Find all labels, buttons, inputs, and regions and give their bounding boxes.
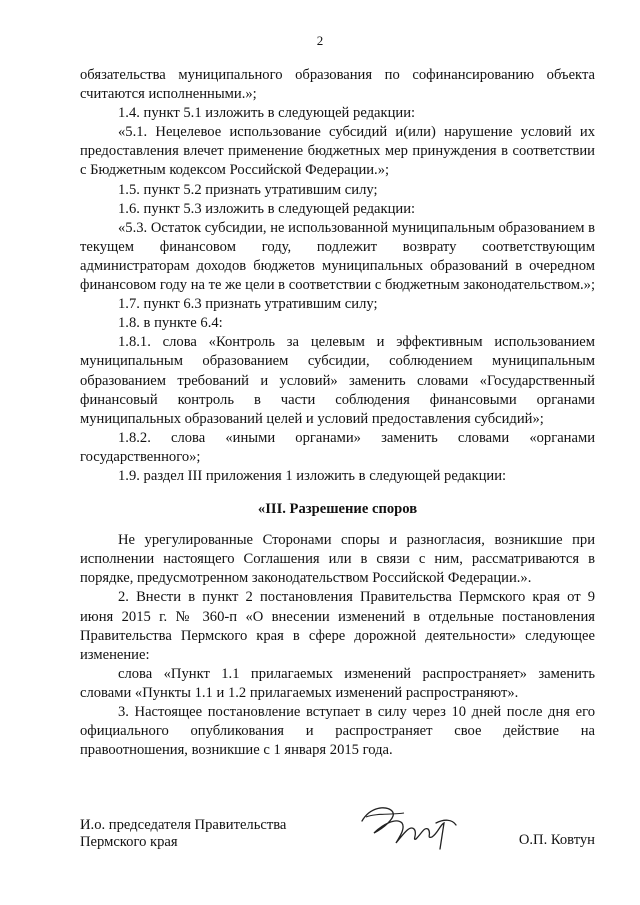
paragraph: Не урегулированные Сторонами споры и разногласия, возникшие при исполнении настоящего Соглашения или в связи с ним, рассматриваются в порядке, предусмотренном законодательством Российской Федерации.». bbox=[80, 532, 595, 587]
paragraph: 1.8.1. слова «Контроль за целевым и эффективным использованием муниципальным образованием субсидии, соблюдением муниципальным образованием требований и условий» заменить словами «Государственный финансовый контроль в части соблюдения финансовыми органами муниципальных образований целей и условий предоставления субсидий»; bbox=[80, 334, 595, 427]
document-body bbox=[80, 66, 595, 760]
paragraph: 3. Настоящее постановление вступает в силу через 10 дней после дня его официального опубликования и распространяет свое действие на правоотношения, возникшие с 1 января 2015 года. bbox=[80, 704, 595, 759]
signature-block bbox=[80, 817, 595, 857]
section-heading: «III. Разрешение споров bbox=[257, 501, 418, 518]
signatory-name: О.П. Ковтун bbox=[518, 832, 595, 848]
paragraph: 1.5. пункт 5.2 признать утратившим силу; bbox=[118, 181, 378, 198]
page-number: 2 bbox=[316, 33, 324, 48]
paragraph: 1.8. в пункте 6.4: bbox=[118, 315, 223, 332]
paragraph: 1.6. пункт 5.3 изложить в следующей редакции: bbox=[118, 200, 416, 217]
paragraph: обязательства муниципального образования по софинансированию объекта считаются исполненными.»; bbox=[80, 67, 595, 103]
paragraph: 2. Внести в пункт 2 постановления Правительства Пермского края от 9 июня 2015 г. № 360-п «О внесении изменений в отдельные постановления Правительства Пермского края в сфере дорожной деятельности» следующее изменение: bbox=[80, 589, 595, 663]
paragraph: «5.3. Остаток субсидии, не использованной муниципальным образованием в текущем финансовом году, подлежит возврату соответствующим администраторам доходов бюджетов муниципальных образований в очередном финансовом году на те же цели в соответствии с бюджетным законодательством.»; bbox=[80, 219, 596, 294]
signatory-title-line2: Пермского края bbox=[80, 833, 178, 850]
paragraph: 1.4. пункт 5.1 изложить в следующей редакции: bbox=[118, 105, 416, 122]
signatory-title-line1: И.о. председателя Правительства bbox=[80, 817, 287, 833]
paragraph: 1.8.2. слова «иными органами» заменить словами «органами государственного»; bbox=[80, 429, 595, 465]
paragraph: «5.1. Нецелевое использование субсидий и(или) нарушение условий их предоставления влечет применение бюджетных мер принуждения в соответствии с Бюджетным кодексом Российской Федерации.»; bbox=[80, 124, 595, 179]
signatory-title bbox=[80, 817, 286, 850]
paragraph: 1.7. пункт 6.3 признать утратившим силу; bbox=[118, 296, 378, 313]
handwritten-signature bbox=[352, 799, 472, 859]
paragraph: слова «Пункт 1.1 прилагаемых изменений распространяет» заменить словами «Пункты 1.1 и 1.2 прилагаемых изменений распространяют». bbox=[80, 665, 595, 701]
paragraph: 1.9. раздел III приложения 1 изложить в следующей редакции: bbox=[118, 467, 507, 484]
